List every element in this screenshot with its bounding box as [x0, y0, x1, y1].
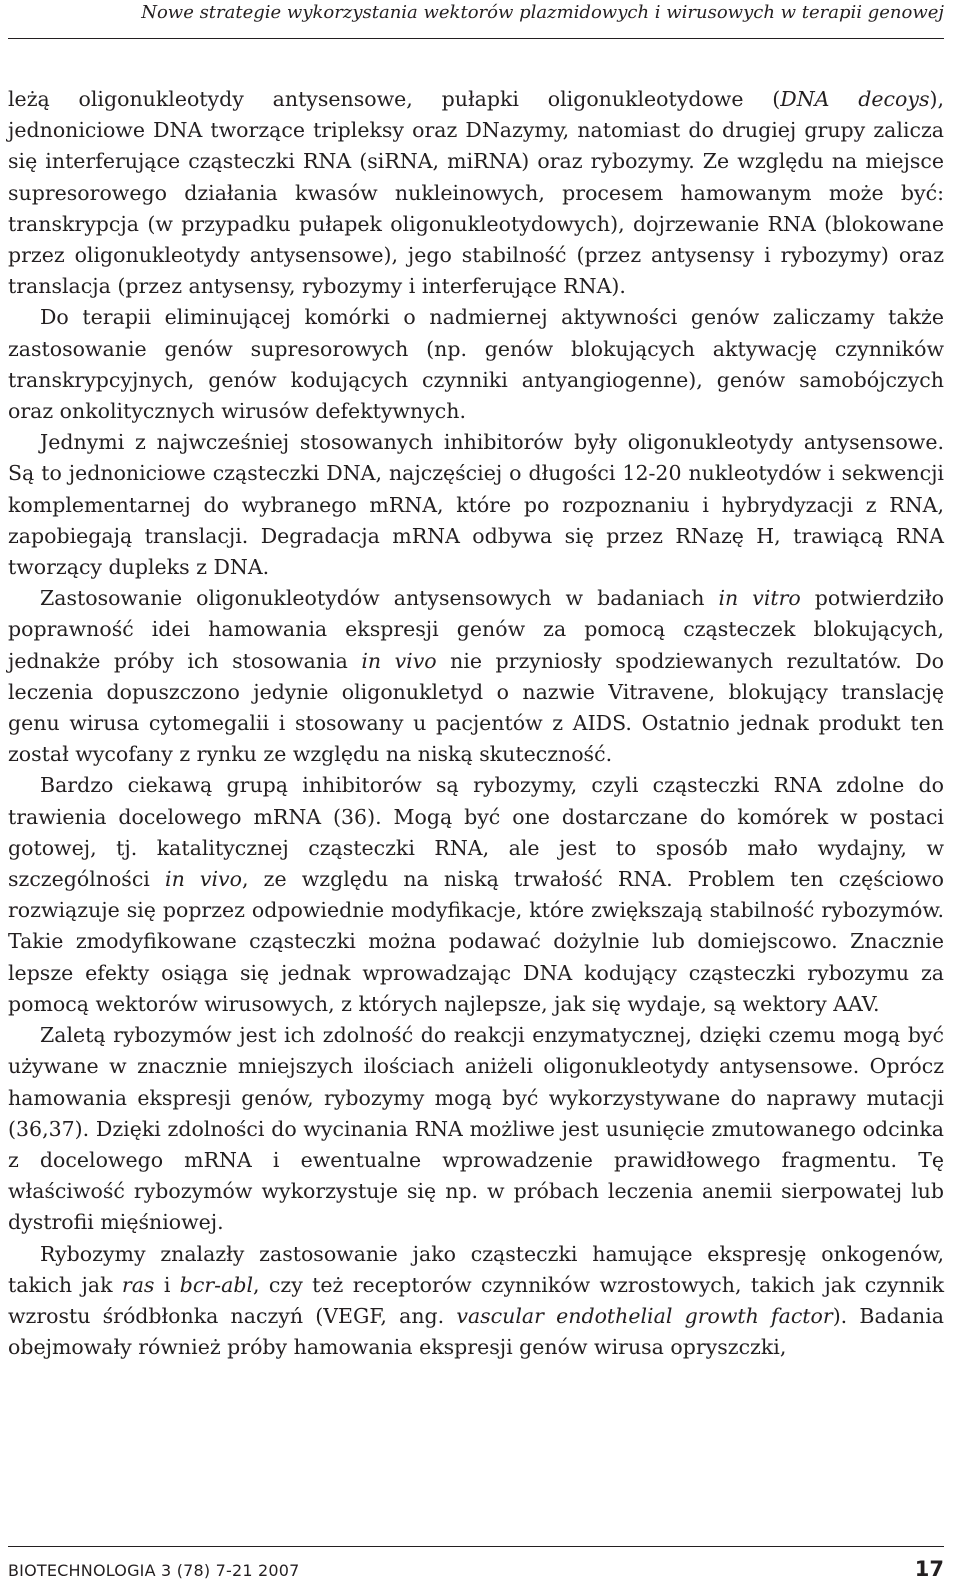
- text-run: , ze względu na niską trwałość RNA. Problem ten częściowo rozwiązuje się poprzez odpowiednie modyfikacje, które zwiększają stabilność rybozymów. Takie zmodyfikowane cząsteczki można podawać dożylnie lub domiejscowo. Znacznie lepsze efekty osiąga się jednak wprowadzając DNA kodujący cząsteczki rybozymu za pomocą wektorów wirusowych, z których najlepsze, jak się wydaje, są wektory AAV.: [8, 867, 945, 1016]
- italic-term: in vivo: [361, 648, 437, 673]
- text-run: nie przyniosły spodziewanych rezultatów. Do leczenia dopuszczono jedynie oligonukletyd o nazwie Vitravene, blokujący translację genu wirusa cytomegalii i stosowany u pacjentów z AIDS. Ostatnio jednak produkt ten został wycofany z rynku ze względu na niską skuteczność.: [8, 648, 944, 767]
- text-run: Zastosowanie oligonukleotydów antysensowych w badaniach: [40, 586, 719, 611]
- italic-term: in vitro: [718, 586, 801, 611]
- text-run: i: [154, 1272, 180, 1297]
- journal-citation: BIOTECHNOLOGIA 3 (78) 7-21 2007: [8, 1561, 300, 1580]
- text-run: , czy też receptorów czynników wzrostowych, takich jak czynnik wzrostu śródbłonka naczyń (VEGF, ang.: [8, 1272, 945, 1328]
- paragraph-5: [8, 770, 944, 1020]
- page-footer: [8, 1546, 944, 1587]
- text-run: Rybozymy znalazły zastosowanie jako cząsteczki hamujące ekspresję onkogenów, takich jak: [8, 1241, 944, 1297]
- paragraph-1: [8, 84, 944, 302]
- paragraph-4: [8, 583, 944, 770]
- page-number: 17: [914, 1557, 944, 1581]
- italic-term: ras: [121, 1272, 155, 1297]
- paragraph-2: Do terapii eliminującej komórki o nadmiernej aktywności genów zaliczamy także zastosowanie genów supresorowych (np. genów blokujących aktywację czynników transkrypcyjnych, genów kodujących czynniki antyangiogenne), genów samobójczych oraz onkolitycznych wirusów defektywnych.: [8, 305, 944, 424]
- text-run: Bardzo ciekawą grupą inhibitorów są rybozymy, czyli cząsteczki RNA zdolne do trawienia docelowego mRNA (36). Mogą być one dostarczane do komórek w postaci gotowej, tj. katalitycznej cząsteczki RNA, ale jest to sposób mało wydajny, w szczególności: [8, 773, 944, 892]
- article-body: [8, 84, 944, 1363]
- paragraph-7: [8, 1239, 944, 1364]
- running-head: [8, 0, 944, 39]
- text-run: ), jednoniciowe DNA tworzące tripleksy oraz DNazymy, natomiast do drugiej grupy zalicza się interferujące cząsteczki RNA (siRNA, miRNA) oraz rybozymy. Ze względu na miejsce supresorowego działania kwasów nukleinowych, procesem hamowanym może być: transkrypcja (w przypadku pułapek oligonukleotydowych), dojrzewanie RNA (blokowane przez oligonukleotydy antysensowe), jego stabilność (przez antysensy i rybozymy) oraz translacja (przez antysensy, rybozymy i interferujące RNA).: [8, 87, 944, 299]
- italic-term: bcr-abl: [179, 1272, 254, 1297]
- italic-term: vascular endothelial growth factor: [456, 1303, 833, 1328]
- italic-term: DNA decoys: [780, 87, 930, 111]
- text-run: ). Badania obejmowały również próby hamowania ekspresji genów wirusa opryszczki,: [8, 1303, 944, 1360]
- text-run: leżą oligonukleotydy antysensowe, pułapki oligonukleotydowe (: [8, 87, 781, 111]
- paragraph-3: Jednymi z najwcześniej stosowanych inhibitorów były oligonukleotydy antysensowe. Są to jednoniciowe cząsteczki DNA, najczęściej o długości 12-20 nukleotydów i sekwencji komplementarnej do wybranego mRNA, które po rozpoznaniu i hybrydyzacji z RNA, zapobiegają translacji. Degradacja mRNA odbywa się przez RNazę H, trawiącą RNA tworzący dupleks z DNA.: [8, 430, 944, 580]
- running-title: Nowe strategie wykorzystania wektorów plazmidowych i wirusowych w terapii genowej: [141, 2, 944, 23]
- italic-term: in vivo: [165, 867, 242, 892]
- text-run: potwierdziło poprawność idei hamowania ekspresji genów za pomocą cząsteczek blokujących, jednakże próby ich stosowania: [8, 586, 944, 673]
- paragraph-6: Zaletą rybozymów jest ich zdolność do reakcji enzymatycznej, dzięki czemu mogą być używane w znacznie mniejszych ilościach aniżeli oligonukleotydy antysensowe. Oprócz hamowania ekspresji genów, rybozymy mogą być wykorzystywane do naprawy mutacji (36,37). Dzięki zdolności do wycinania RNA możliwe jest usunięcie zmutowanego odcinka z docelowego mRNA i ewentualne wprowadzenie prawidłowego fragmentu. Tę właściwość rybozymów wykorzystuje się np. w próbach leczenia anemii sierpowatej lub dystrofii mięśniowej.: [8, 1023, 944, 1235]
